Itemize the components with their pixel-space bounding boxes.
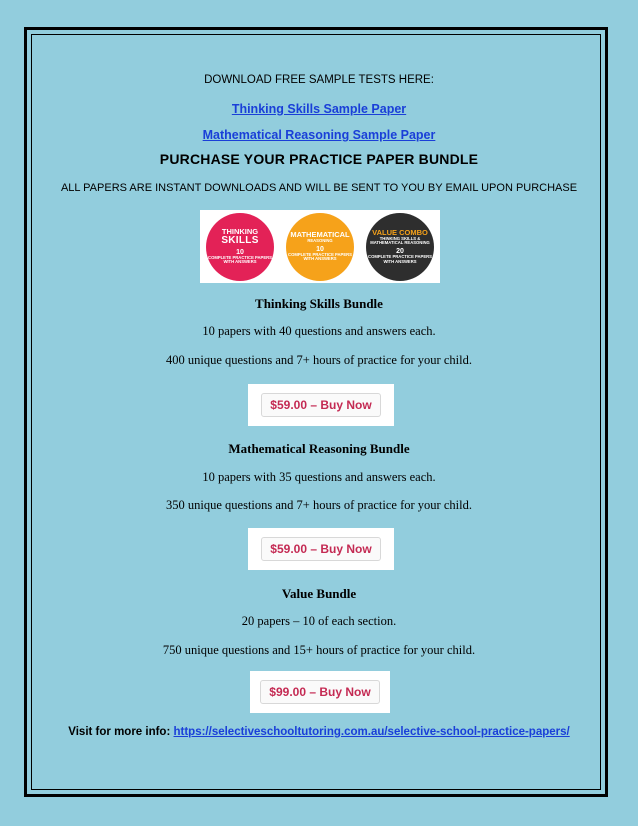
bundle-banner-image <box>200 210 440 283</box>
badge-description: COMPLETE PRACTICE PAPERS WITH ANSWERS <box>368 254 432 264</box>
visit-info-row <box>32 726 606 738</box>
badge-title: MATHEMATICAL <box>290 230 350 240</box>
badge-count: 10 <box>316 245 324 253</box>
bundle-detail: 10 papers with 35 questions and answers each. <box>202 470 436 484</box>
bundle-detail: 20 papers – 10 of each section. <box>241 614 397 628</box>
visit-label: Visit for more info: <box>68 726 171 738</box>
bundle-detail: 10 papers with 40 questions and answers each. <box>202 324 436 338</box>
bundle-detail: 750 unique questions and 15+ hours of practice for your child. <box>162 643 476 657</box>
value-combo-badge <box>366 213 434 281</box>
thinking-sample-link-row <box>32 100 606 118</box>
badge-subtitle: REASONING <box>307 238 333 244</box>
purchase-heading: PURCHASE YOUR PRACTICE PAPER BUNDLE <box>159 151 479 167</box>
math-reasoning-badge <box>286 213 354 281</box>
badge-subtitle: SKILLS <box>221 235 259 247</box>
bundle-detail: 400 unique questions and 7+ hours of practice for your child. <box>166 353 472 367</box>
thinking-sample-link[interactable]: Thinking Skills Sample Paper <box>231 102 407 116</box>
badge-subtitle: THINKING SKILLS & MATHEMATICAL REASONING <box>370 235 430 246</box>
info-url-link[interactable]: https://selectiveschooltutoring.com.au/selective-school-practice-papers/ <box>173 726 570 738</box>
badge-title: THINKING <box>221 227 259 237</box>
math-sample-link[interactable]: Mathematical Reasoning Sample Paper <box>202 128 436 142</box>
bundle-detail: 350 unique questions and 7+ hours of practice for your child. <box>166 498 472 512</box>
badge-title: VALUE COMBO <box>372 228 428 238</box>
thinking-skills-badge <box>206 213 274 281</box>
badge-description: COMPLETE PRACTICE PAPERS WITH ANSWERS <box>208 254 272 265</box>
buy-now-label: $99.00 – Buy Now <box>260 680 379 704</box>
thinking-buy-now-button[interactable] <box>248 384 394 426</box>
math-sample-link-row <box>32 126 606 144</box>
value-buy-now-button[interactable] <box>250 671 390 713</box>
badge-count: 10 <box>236 248 244 256</box>
badge-count: 20 <box>396 247 404 255</box>
bundle-title: Thinking Skills Bundle <box>255 296 383 311</box>
buy-now-label: $59.00 – Buy Now <box>261 393 380 417</box>
buy-now-label: $59.00 – Buy Now <box>261 537 380 561</box>
bundle-title: Value Bundle <box>281 586 357 601</box>
download-text: DOWNLOAD FREE SAMPLE TESTS HERE: <box>204 74 434 86</box>
instant-download-notice: ALL PAPERS ARE INSTANT DOWNLOADS AND WILL BE SENT TO YOU BY EMAIL UPON PURCHASE <box>60 182 578 194</box>
badge-description: COMPLETE PRACTICE PAPERS WITH ANSWERS <box>288 251 352 262</box>
math-buy-now-button[interactable] <box>248 528 394 570</box>
bundle-title: Mathematical Reasoning Bundle <box>228 441 410 456</box>
